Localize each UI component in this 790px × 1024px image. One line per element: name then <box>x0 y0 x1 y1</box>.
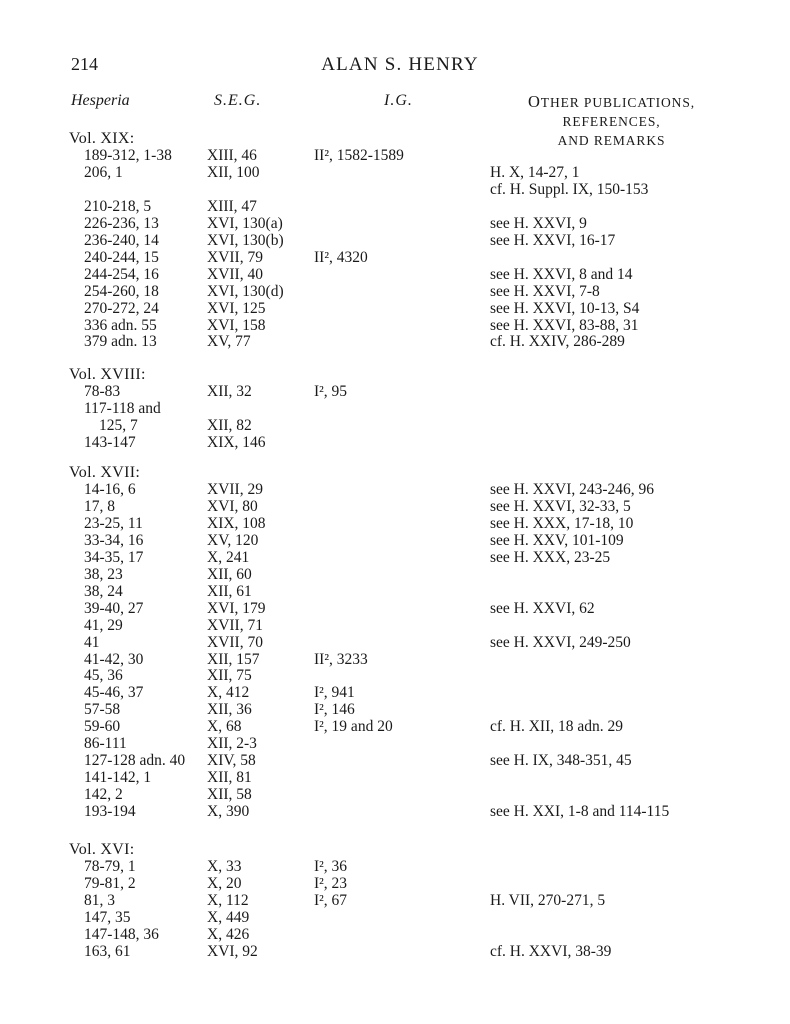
hesperia-cell: 206, 1 <box>84 163 123 181</box>
table-row <box>0 417 790 434</box>
hesperia-cell: 336 adn. 55 <box>84 316 157 334</box>
seg-cell: XII, 100 <box>207 163 260 181</box>
seg-cell: X, 112 <box>207 891 249 909</box>
seg-cell: XIII, 47 <box>207 197 257 215</box>
table-row <box>0 400 790 417</box>
table-row <box>0 943 790 960</box>
seg-cell: XV, 120 <box>207 531 259 549</box>
hesperia-cell: 193-194 <box>84 803 136 821</box>
seg-cell: XV, 77 <box>207 333 251 351</box>
seg-cell: X, 33 <box>207 858 242 875</box>
seg-cell: XII, 61 <box>207 582 252 600</box>
seg-cell: XVII, 71 <box>207 616 263 634</box>
other-publications-cell: see H. XXV, 101-109 <box>490 531 624 549</box>
table-row <box>0 164 790 181</box>
ig-cell: II², 1582-1589 <box>314 147 404 164</box>
other-publications-cell: see H. XXVI, 8 and 14 <box>490 265 633 283</box>
seg-cell: X, 20 <box>207 874 242 892</box>
hesperia-cell: 39-40, 27 <box>84 599 144 617</box>
other-publications-cell: see H. XXVI, 10-13, S4 <box>490 299 640 317</box>
seg-cell: XII, 82 <box>207 416 252 434</box>
hesperia-cell: 38, 23 <box>84 565 123 583</box>
hesperia-cell: 226-236, 13 <box>84 214 159 232</box>
seg-cell: XVII, 29 <box>207 481 263 498</box>
table-row <box>0 667 790 684</box>
table-row <box>0 583 790 600</box>
table-row <box>0 283 790 300</box>
table-row <box>0 786 790 803</box>
other-publications-cell: see H. XXVI, 9 <box>490 214 587 232</box>
hesperia-cell: 189-312, 1-38 <box>84 147 172 164</box>
hesperia-cell: 147-148, 36 <box>84 925 159 943</box>
table-row <box>0 892 790 909</box>
hesperia-cell: 45-46, 37 <box>84 684 144 702</box>
ig-cell: I², 19 and 20 <box>314 718 393 736</box>
hesperia-cell: 270-272, 24 <box>84 299 159 317</box>
column-header-other-line1: THER PUBLICATIONS, REFERENCES, <box>540 95 696 129</box>
table-row <box>0 566 790 583</box>
table-row <box>0 481 790 498</box>
hesperia-cell: 81, 3 <box>84 891 115 909</box>
table-row <box>0 532 790 549</box>
volume-heading: Vol. XVIII: <box>69 366 146 383</box>
other-publications-cell: see H. XXX, 17-18, 10 <box>490 514 634 532</box>
other-publications-cell: see H. IX, 348-351, 45 <box>490 752 632 770</box>
seg-cell: XIX, 146 <box>207 433 266 451</box>
other-publications-cell: H. X, 14-27, 1 <box>490 163 580 181</box>
seg-cell: XII, 157 <box>207 650 260 668</box>
table-row <box>0 617 790 634</box>
table-row <box>0 701 790 718</box>
ig-cell: I², 67 <box>314 891 348 909</box>
table-row <box>0 333 790 350</box>
other-publications-cell: see H. XXVI, 249-250 <box>490 633 631 651</box>
seg-cell: XVI, 130(b) <box>207 231 284 249</box>
other-publications-cell: see H. XXVI, 16-17 <box>490 231 616 249</box>
seg-cell: XIX, 108 <box>207 514 266 532</box>
other-publications-cell: cf. H. Suppl. IX, 150-153 <box>490 180 649 198</box>
seg-cell: X, 412 <box>207 684 250 702</box>
hesperia-cell: 236-240, 14 <box>84 231 159 249</box>
seg-cell: XII, 60 <box>207 565 252 583</box>
seg-cell: XIV, 58 <box>207 752 256 770</box>
seg-cell: XVI, 158 <box>207 316 266 334</box>
seg-cell: XIII, 46 <box>207 147 257 164</box>
hesperia-cell: 23-25, 11 <box>84 514 143 532</box>
hesperia-cell: 163, 61 <box>84 942 131 960</box>
hesperia-cell: 141-142, 1 <box>84 769 152 787</box>
hesperia-cell: 143-147 <box>84 433 136 451</box>
seg-cell: XII, 2-3 <box>207 735 257 753</box>
hesperia-cell: 59-60 <box>84 718 121 736</box>
table-row <box>0 317 790 334</box>
seg-cell: X, 241 <box>207 548 250 566</box>
ig-cell: I², 941 <box>314 684 355 702</box>
table-row <box>0 198 790 215</box>
table-row <box>0 549 790 566</box>
other-publications-cell: see H. XXVI, 7-8 <box>490 282 600 300</box>
seg-cell: X, 426 <box>207 925 250 943</box>
other-publications-cell: see H. XXVI, 32-33, 5 <box>490 497 631 515</box>
table-row <box>0 215 790 232</box>
table-row <box>0 718 790 735</box>
column-header-seg: S.E.G. <box>214 92 262 109</box>
hesperia-cell: 34-35, 17 <box>84 548 144 566</box>
column-header-hesperia: Hesperia <box>71 92 130 109</box>
volume-heading: Vol. XVI: <box>69 841 135 858</box>
hesperia-cell: 78-83 <box>84 383 121 400</box>
hesperia-cell: 244-254, 16 <box>84 265 159 283</box>
other-publications-cell: H. VII, 270-271, 5 <box>490 891 606 909</box>
table-row <box>0 498 790 515</box>
table-row <box>0 651 790 668</box>
other-publications-cell: see H. XXX, 23-25 <box>490 548 611 566</box>
other-publications-cell: see H. XXVI, 62 <box>490 599 595 617</box>
hesperia-cell: 117-118 and <box>84 399 161 417</box>
hesperia-cell: 210-218, 5 <box>84 197 152 215</box>
seg-cell: XVI, 125 <box>207 299 266 317</box>
table-row <box>0 383 790 400</box>
hesperia-cell: 17, 8 <box>84 497 115 515</box>
volume-heading: Vol. XVII: <box>69 464 141 481</box>
table-row <box>0 515 790 532</box>
hesperia-cell: 147, 35 <box>84 908 131 926</box>
table-row <box>0 266 790 283</box>
seg-cell: XVII, 40 <box>207 265 263 283</box>
ig-cell: II², 3233 <box>314 650 368 668</box>
hesperia-cell: 127-128 adn. 40 <box>84 752 186 770</box>
table-row <box>0 434 790 451</box>
table-row <box>0 858 790 875</box>
seg-cell: XVII, 79 <box>207 248 263 266</box>
hesperia-cell: 41 <box>84 633 100 651</box>
hesperia-cell: 45, 36 <box>84 667 123 685</box>
hesperia-cell: 79-81, 2 <box>84 874 136 892</box>
column-header-other-publications <box>489 92 734 150</box>
table-row <box>0 909 790 926</box>
hesperia-cell: 33-34, 16 <box>84 531 144 549</box>
hesperia-cell: 41-42, 30 <box>84 650 144 668</box>
table-row <box>0 634 790 651</box>
volume-heading: Vol. XIX: <box>69 130 135 147</box>
other-publications-cell: cf. H. XII, 18 adn. 29 <box>490 718 624 736</box>
seg-cell: XII, 81 <box>207 769 252 787</box>
seg-cell: XVI, 130(d) <box>207 282 284 300</box>
ig-cell: I², 23 <box>314 874 348 892</box>
hesperia-cell: 86-111 <box>84 735 127 753</box>
table-row <box>0 769 790 786</box>
table-row <box>0 181 790 198</box>
table-row <box>0 752 790 769</box>
column-header-other-line2: AND REMARKS <box>557 133 666 148</box>
hesperia-cell: 142, 2 <box>84 786 123 804</box>
running-title: ALAN S. HENRY <box>321 54 479 75</box>
hesperia-cell: 254-260, 18 <box>84 282 159 300</box>
table-row <box>0 147 790 164</box>
seg-cell: X, 449 <box>207 908 250 926</box>
hesperia-cell: 78-79, 1 <box>84 858 136 875</box>
seg-cell: XVI, 80 <box>207 497 258 515</box>
seg-cell: XVI, 179 <box>207 599 266 617</box>
seg-cell: XII, 75 <box>207 667 252 685</box>
hesperia-cell: 41, 29 <box>84 616 123 634</box>
table-row <box>0 875 790 892</box>
table-row <box>0 926 790 943</box>
hesperia-cell: 57-58 <box>84 701 121 719</box>
column-header-other-initial: O <box>527 92 541 111</box>
other-publications-cell: see H. XXVI, 83-88, 31 <box>490 316 639 334</box>
hesperia-cell: 14-16, 6 <box>84 481 136 498</box>
table-row <box>0 803 790 820</box>
ig-cell: I², 36 <box>314 858 348 875</box>
hesperia-cell: 125, 7 <box>99 416 138 434</box>
seg-cell: X, 68 <box>207 718 242 736</box>
other-publications-cell: cf. H. XXIV, 286-289 <box>490 333 625 351</box>
hesperia-cell: 240-244, 15 <box>84 248 159 266</box>
ig-cell: I², 95 <box>314 383 348 400</box>
other-publications-cell: cf. H. XXVI, 38-39 <box>490 942 612 960</box>
ig-cell: I², 146 <box>314 701 355 719</box>
table-row <box>0 300 790 317</box>
seg-cell: XII, 58 <box>207 786 252 804</box>
table-row <box>0 735 790 752</box>
ig-cell: II², 4320 <box>314 248 368 266</box>
table-row <box>0 232 790 249</box>
table-row <box>0 249 790 266</box>
page-number: 214 <box>71 54 98 74</box>
seg-cell: XII, 32 <box>207 383 252 400</box>
seg-cell: XVII, 70 <box>207 633 263 651</box>
column-header-ig: I.G. <box>384 92 413 109</box>
seg-cell: XVI, 92 <box>207 942 258 960</box>
other-publications-cell: see H. XXI, 1-8 and 114-115 <box>490 803 670 821</box>
seg-cell: XVI, 130(a) <box>207 214 283 232</box>
other-publications-cell: see H. XXVI, 243-246, 96 <box>490 481 655 498</box>
hesperia-cell: 38, 24 <box>84 582 123 600</box>
table-row <box>0 684 790 701</box>
table-row <box>0 600 790 617</box>
hesperia-cell: 379 adn. 13 <box>84 333 157 351</box>
seg-cell: X, 390 <box>207 803 250 821</box>
seg-cell: XII, 36 <box>207 701 252 719</box>
